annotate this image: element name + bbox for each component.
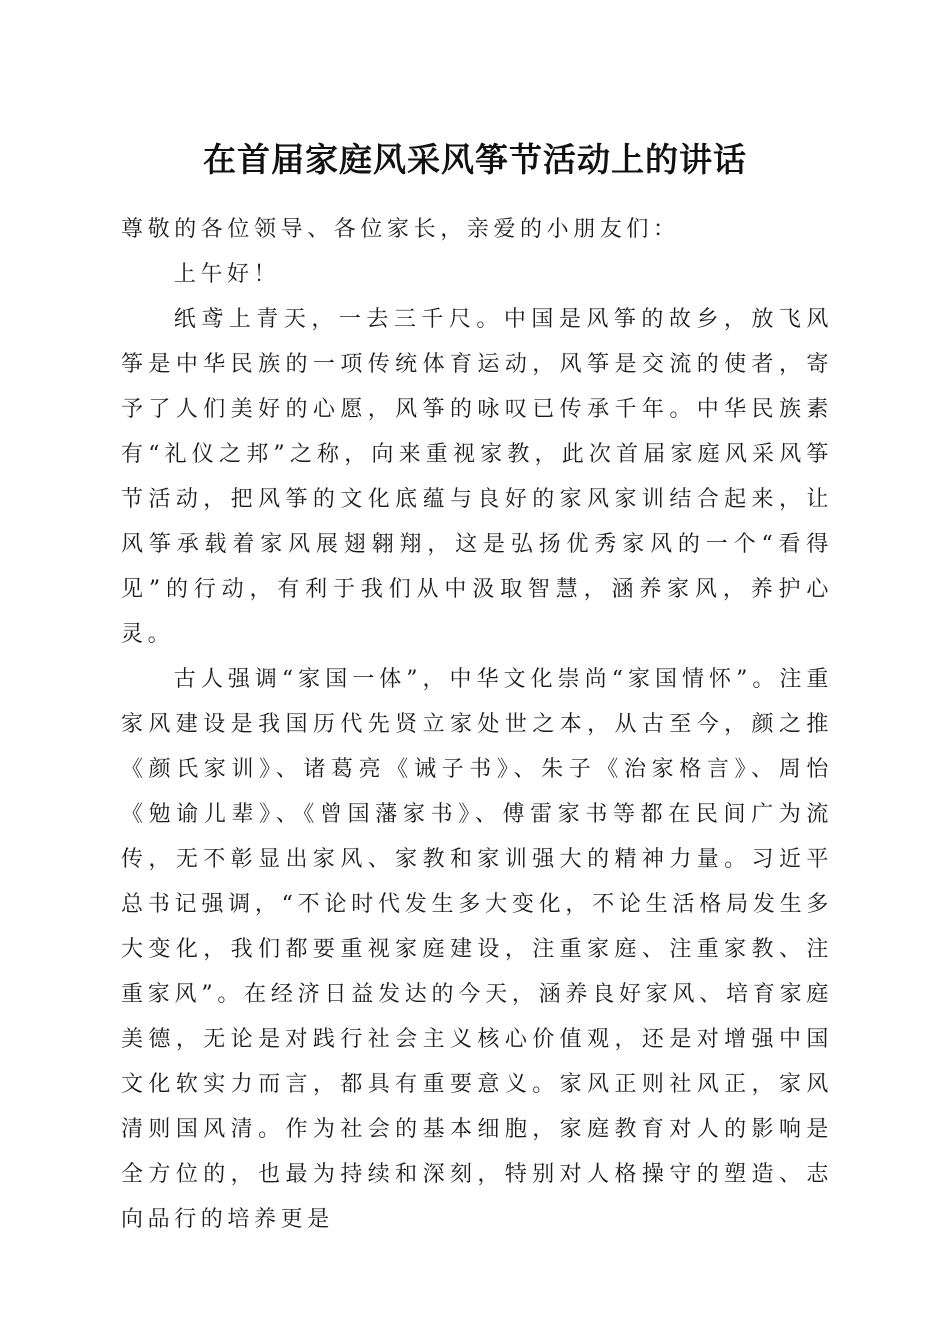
paragraph-2: 古人强调“家国一体”，中华文化崇尚“家国情怀”。注重家风建设是我国历代先贤立家处世之本，从古至今，颜之推《颜氏家训》、诸葛亮《诫子书》、朱子《治家格言》、周怡《勉谕儿辈》、《曾国藩家书》、傅雷家书等都在民间广为流传，无不彰显出家风、家教和家训强大的精神力量。习近平总书记强调，“不论时代发生多大变化，不论生活格局发生多大变化，我们都要重视家庭建设，注重家庭、注重家教、注重家风”。在经济日益发达的今天，涵养良好家风、培育家庭美德，无论是对践行社会主义核心价值观，还是对增强中国文化软实力而言，都具有重要意义。家风正则社风正，家风清则国风清。作为社会的基本细胞，家庭教育对人的影响是全方位的，也最为持续和深刻，特别对人格操守的塑造、志向品行的培养更是 xyxy=(121,667,833,1232)
salutation: 尊敬的各位领导、各位家长，亲爱的小朋友们： xyxy=(121,217,680,242)
paragraph-1: 纸鸢上青天，一去三千尺。中国是风筝的故乡，放飞风筝是中华民族的一项传统体育运动，风筝是交流的使者，寄予了人们美好的心愿，风筝的咏叹已传承千年。中华民族素有“礼仪之邦”之称，向来重视家教，此次首届家庭风采风筝节活动，把风筝的文化底蕴与良好的家风家训结合起来，让风筝承载着家风展翅翱翔，这是弘扬优秀家风的一个“看得见”的行动，有利于我们从中汲取智慧，涵养家风，养护心灵。 xyxy=(121,307,833,647)
greeting: 上午好！ xyxy=(173,262,281,287)
document-body xyxy=(121,207,833,1242)
document-title: 在首届家庭风采风筝节活动上的讲话 xyxy=(203,140,747,179)
